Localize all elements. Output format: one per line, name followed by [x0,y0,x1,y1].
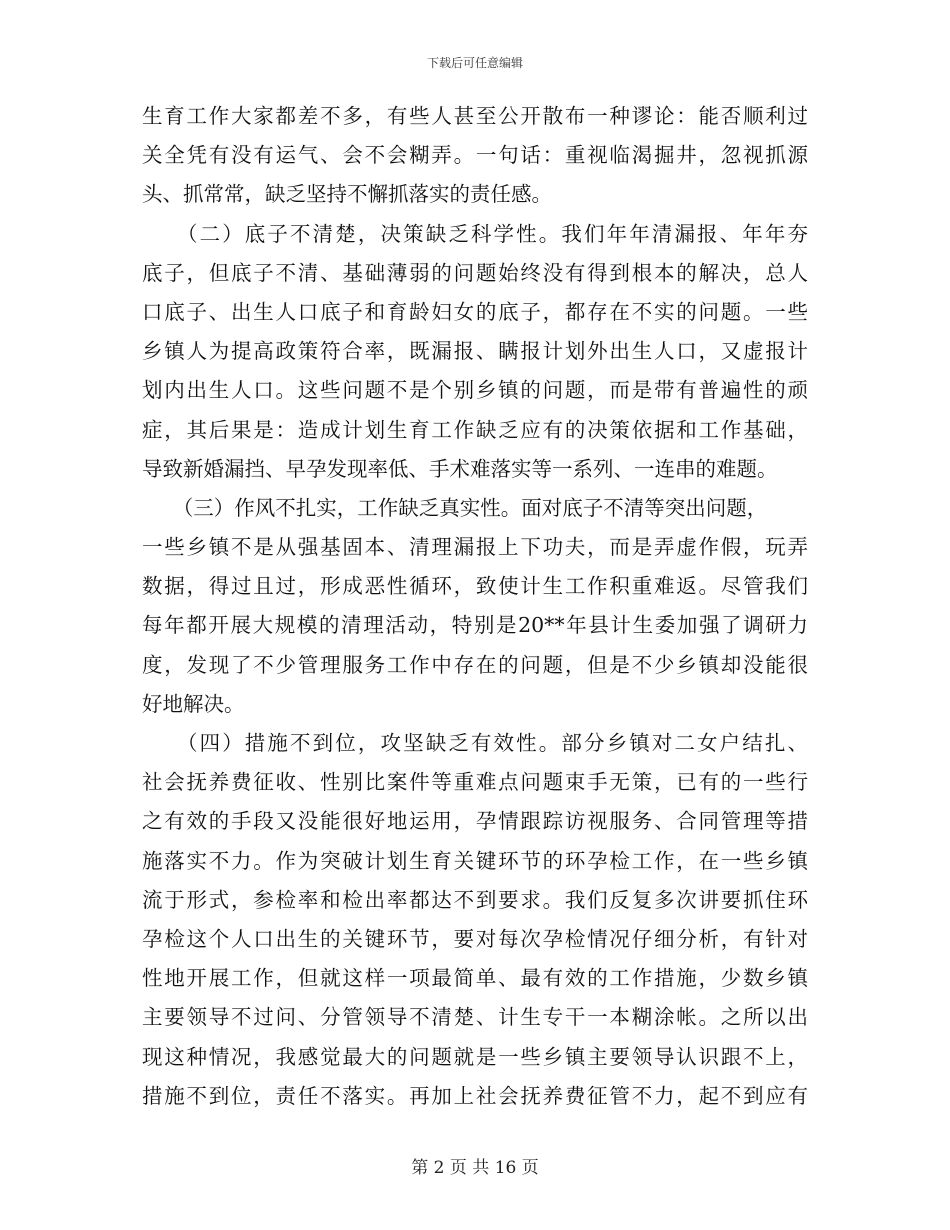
text-line: 度，发现了不少管理服务工作中存在的问题，但是不少乡镇却没能很 [142,652,808,677]
text-line: 每年都开展大规模的清理活动，特别是20**年县计生委加强了调研力 [142,613,808,638]
text-line: 孕检这个人口出生的关键环节，要对每次孕检情况仔细分析，有针对 [142,926,808,951]
text-line: 乡镇人为提高政策符合率，既漏报、瞒报计划外出生人口，又虚报计 [142,339,808,364]
text-line: 数据，得过且过，形成恶性循环，致使计生工作积重难返。尽管我们 [142,574,808,599]
text-line: 流于形式，参检率和检出率都达不到要求。我们反复多次讲要抓住环 [142,887,808,912]
text-line: 症，其后果是：造成计划生育工作缺乏应有的决策依据和工作基础， [142,417,808,442]
text-line: 措施不到位，责任不落实。再加上社会抚养费征管不力，起不到应有 [142,1083,808,1108]
text-line: 口底子、出生人口底子和育龄妇女的底子，都存在不实的问题。一些 [142,299,808,324]
text-line: 现这种情况，我感觉最大的问题就是一些乡镇主要领导认识跟不上， [142,1044,808,1069]
text-line: 划内出生人口。这些问题不是个别乡镇的问题，而是带有普遍性的顽 [142,378,808,403]
text-line: 关全凭有没有运气、会不会糊弄。一句话：重视临渴掘井，忽视抓源 [142,143,808,168]
text-line: 生育工作大家都差不多，有些人甚至公开散布一种谬论：能否顺利过 [142,104,808,128]
text-line: 性地开展工作，但就这样一项最简单、最有效的工作措施，少数乡镇 [142,966,808,991]
document-body [142,97,808,1116]
text-line: 社会抚养费征收、性别比案件等重难点问题束手无策，已有的一些行 [142,770,808,795]
text-line: （四）措施不到位，攻坚缺乏有效性。部分乡镇对二女户结扎、 [142,731,808,755]
text-line: （二）底子不清楚，决策缺乏科学性。我们年年清漏报、年年夯 [142,221,808,246]
page-footer: 第 2 页 共 16 页 [411,1158,539,1178]
text-line: 之有效的手段又没能很好地运用，孕情跟踪访视服务、合同管理等措 [142,809,808,834]
text-line: 主要领导不过问、分管领导不清楚、计生专干一本糊涂帐。之所以出 [142,1005,808,1030]
text-line: 导致新婚漏挡、早孕发现率低、手术难落实等一系列、一连串的难题。 [142,456,778,481]
text-line: 一些乡镇不是从强基固本、清理漏报上下功夫，而是弄虚作假，玩弄 [142,535,808,560]
text-line: （三）作风不扎实，工作缺乏真实性。面对底子不清等突出问题， [142,495,768,520]
text-line: 施落实不力。作为突破计划生育关键环节的环孕检工作，在一些乡镇 [142,848,808,873]
text-line: 头、抓常常，缺乏坚持不懈抓落实的责任感。 [142,182,552,207]
page-header: 下载后可任意编辑 [426,56,523,70]
text-line: 好地解决。 [142,691,245,716]
text-line: 底子，但底子不清、基础薄弱的问题始终没有得到根本的解决，总人 [142,260,808,285]
